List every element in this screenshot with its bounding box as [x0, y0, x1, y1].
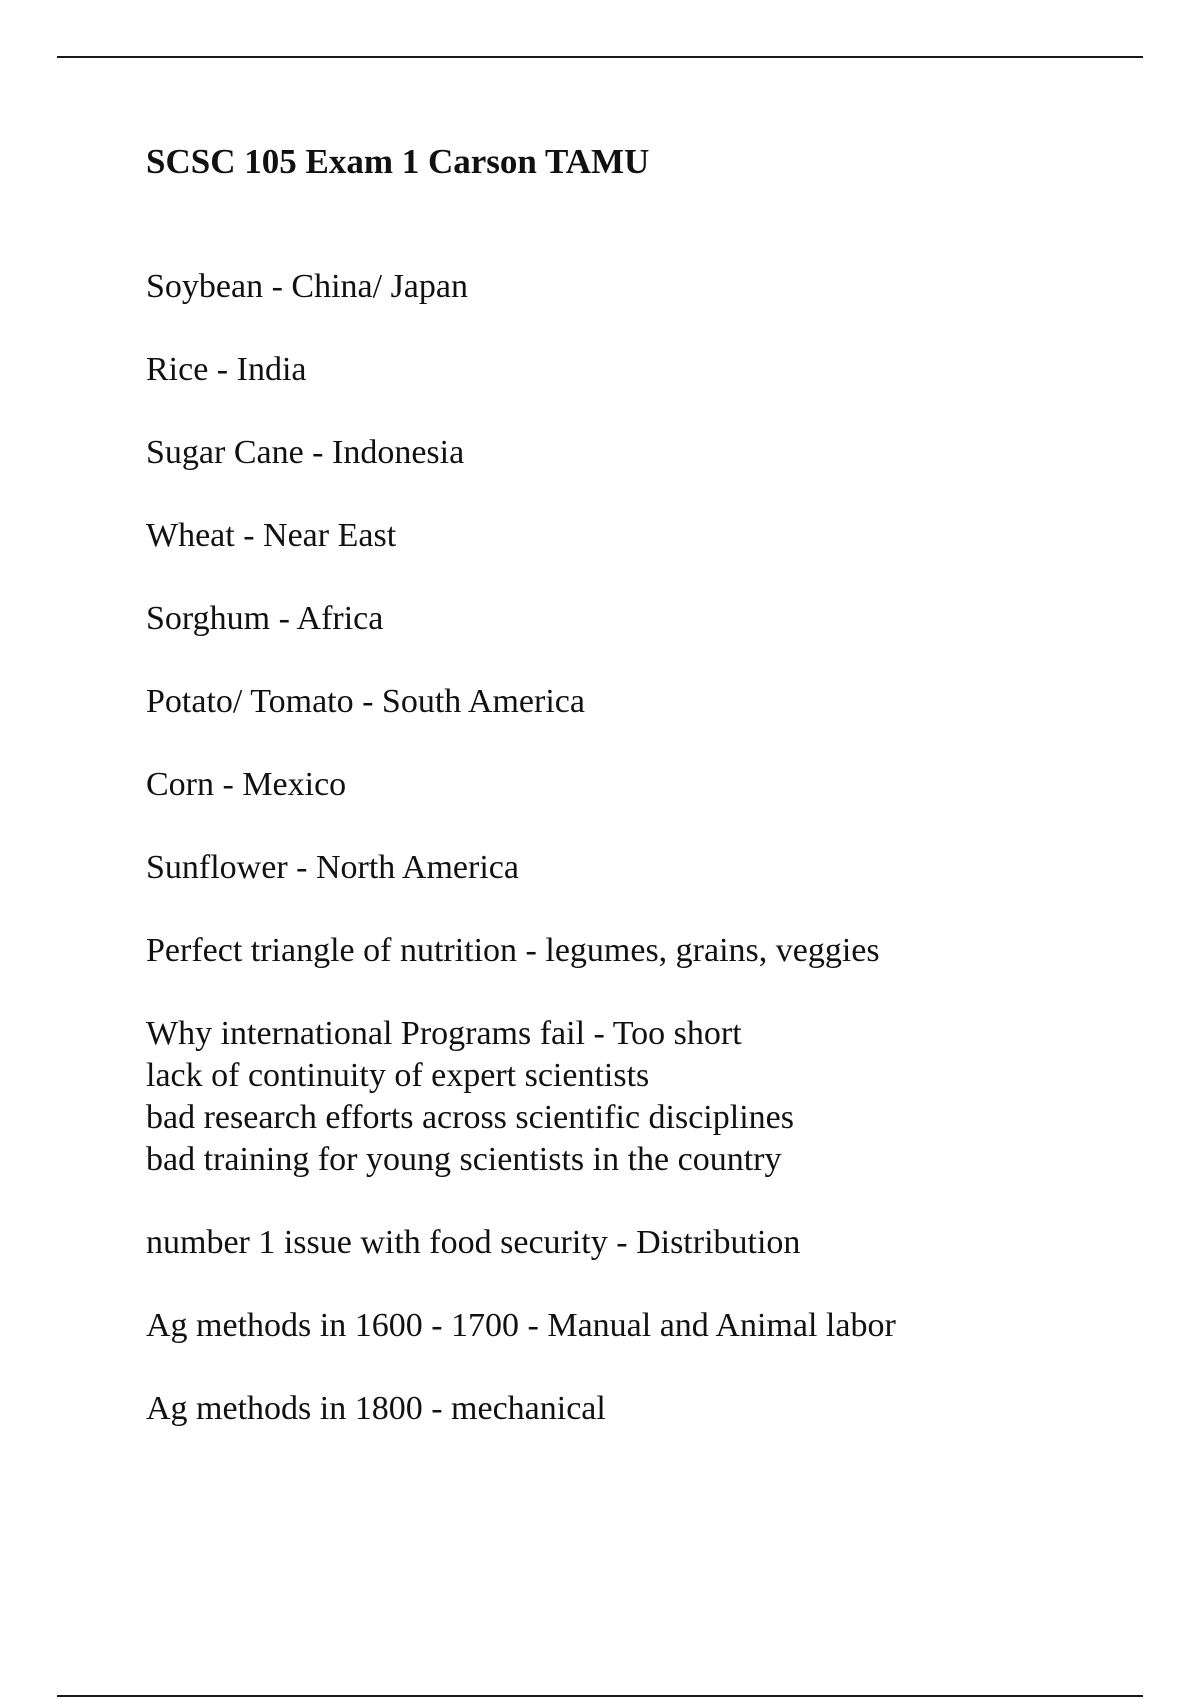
entry-line: Sugar Cane - Indonesia	[146, 434, 465, 471]
entry-line: Ag methods in 1800 - mechanical	[146, 1390, 606, 1427]
document-title: SCSC 105 Exam 1 Carson TAMU	[146, 142, 650, 181]
entry-ag-methods-1800	[146, 1388, 1146, 1430]
entry-food-security	[146, 1222, 1146, 1264]
entry-line: Soybean - China/ Japan	[146, 268, 468, 305]
entry-international-programs	[146, 1013, 1146, 1181]
entry-list	[146, 266, 1146, 1430]
entry-line: number 1 issue with food security - Distribution	[146, 1224, 801, 1261]
entry-line: Corn - Mexico	[146, 766, 347, 803]
entry-line: Wheat - Near East	[146, 517, 397, 554]
entry-rice	[146, 349, 1146, 391]
entry-sugar-cane	[146, 432, 1146, 474]
entry-wheat	[146, 515, 1146, 557]
entry-potato-tomato	[146, 681, 1146, 723]
entry-soybean	[146, 266, 1146, 308]
entry-line: Ag methods in 1600 - 1700 - Manual and Animal labor	[146, 1307, 896, 1344]
bottom-rule	[57, 1695, 1143, 1697]
entry-line: bad training for young scientists in the country	[146, 1141, 782, 1178]
entry-line: Perfect triangle of nutrition - legumes, grains, veggies	[146, 932, 880, 969]
entry-line: bad research efforts across scientific disciplines	[146, 1099, 794, 1136]
entry-perfect-triangle	[146, 930, 1146, 972]
entry-line: Potato/ Tomato - South America	[146, 683, 585, 720]
entry-line: Why international Programs fail - Too short	[146, 1015, 742, 1052]
entry-line: Sorghum - Africa	[146, 600, 384, 637]
entry-line: Sunflower - North America	[146, 849, 519, 886]
top-rule	[57, 56, 1143, 58]
entry-line: Rice - India	[146, 351, 307, 388]
document-body	[146, 140, 1146, 1471]
entry-sunflower	[146, 847, 1146, 889]
entry-corn	[146, 764, 1146, 806]
entry-line: lack of continuity of expert scientists	[146, 1057, 650, 1094]
entry-sorghum	[146, 598, 1146, 640]
entry-ag-methods-1600	[146, 1305, 1146, 1347]
